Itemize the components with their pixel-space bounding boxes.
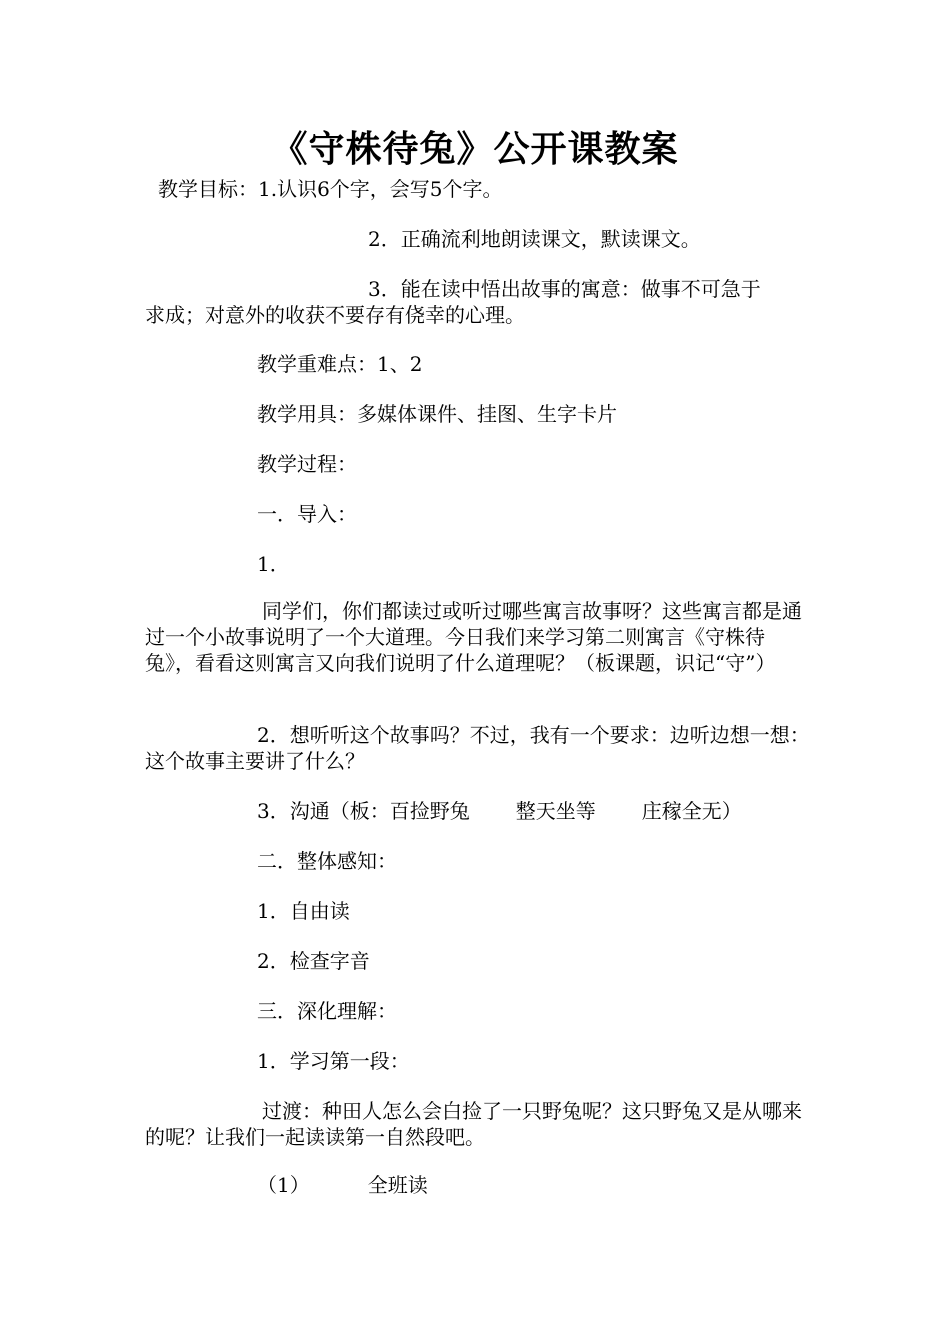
process-label: 教学过程： xyxy=(257,452,357,476)
item-3-middle: 整天坐等 xyxy=(515,799,596,823)
page-title: 《守株待兔》公开课教案 xyxy=(271,129,679,170)
section-1-paragraph-2: 2．想听听这个故事吗？不过，我有一个要求：边听边想一想：这个故事主要讲了什么？ xyxy=(145,723,810,773)
section-1-number-1: 1． xyxy=(257,552,290,576)
subitem-number: （1） xyxy=(257,1173,310,1197)
item-3-end: 庄稼全无） xyxy=(641,799,742,823)
section-3-transition: 过渡：种田人怎么会白捡了一只野兔呢？这只野兔又是从哪来的呢？让我们一起读读第一自然段吧。 xyxy=(145,1099,802,1149)
section-2-item-2: 2．检查字音 xyxy=(257,949,370,973)
section-1-item-3 xyxy=(257,798,742,824)
section-3-item-1: 1．学习第一段： xyxy=(257,1049,410,1073)
key-points: 教学重难点：1、2 xyxy=(257,352,423,376)
section-2-heading: 二．整体感知： xyxy=(257,849,397,873)
section-2-item-1: 1．自由读 xyxy=(257,899,350,923)
section-1-heading: 一．导入： xyxy=(257,502,357,526)
section-1-paragraph-1: 同学们，你们都读过或听过哪些寓言故事呀？这些寓言都是通过一个小故事说明了一个大道理。今日我们来学习第二则寓言《守株待兔》，看看这则寓言又向我们说明了什么道理呢？（板课题，识记“守”） xyxy=(145,599,802,675)
section-3-heading: 三．深化理解： xyxy=(257,999,397,1023)
section-3-subitem-1 xyxy=(257,1172,428,1198)
objective-item-2: 2．正确流利地朗读课文，默读课文。 xyxy=(368,227,701,251)
objective-item-1: 1.认识6个字，会写5个字。 xyxy=(258,177,503,201)
objectives-label: 教学目标： xyxy=(158,177,258,201)
teaching-tools: 教学用具：多媒体课件、挂图、生字卡片 xyxy=(257,402,617,426)
objective-item-3-rest: 求成；对意外的收获不要存有侥幸的心理。 xyxy=(145,303,525,327)
objective-item-3-first: 3．能在读中悟出故事的寓意：做事不可急于 xyxy=(368,277,761,301)
subitem-text: 全班读 xyxy=(367,1173,428,1197)
objectives-line-1 xyxy=(158,176,503,202)
item-3-prefix: 3．沟通（板：百捡野兔 xyxy=(257,799,470,823)
